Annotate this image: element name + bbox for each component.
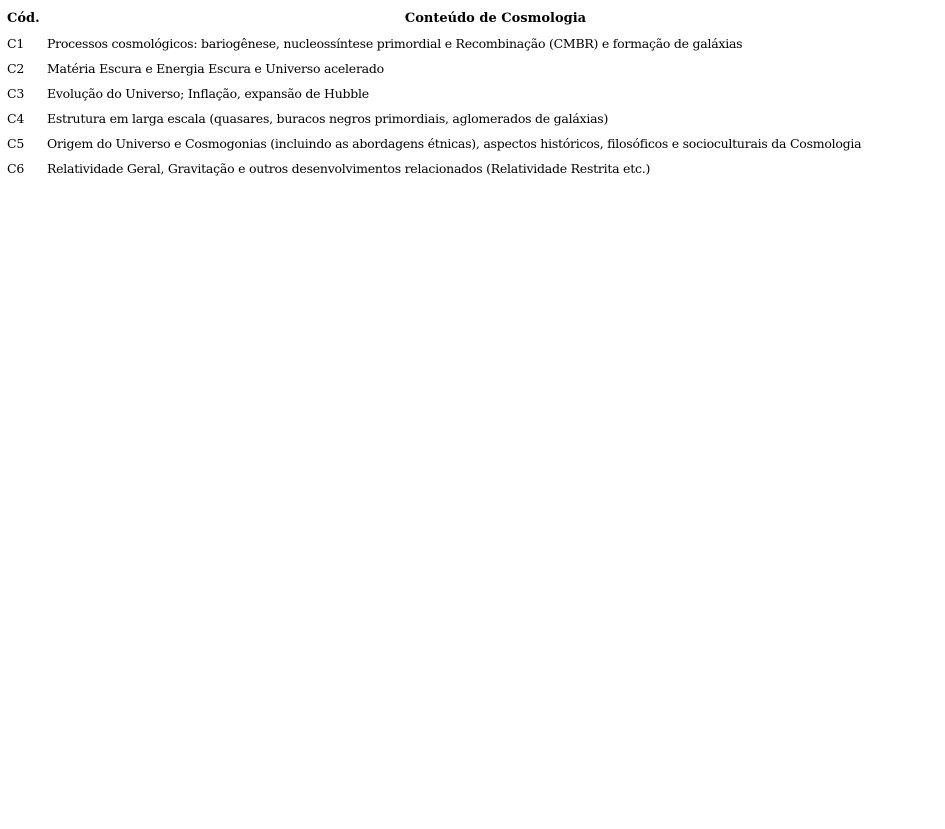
row-content: Estrutura em larga escala (quasares, buracos negros primordiais, aglomerados de galáxias) [47, 111, 609, 126]
table-row [0, 56, 945, 81]
code-column-header: Cód. [7, 11, 40, 26]
table-row [0, 81, 945, 106]
row-code: C5 [7, 136, 25, 151]
row-content: Evolução do Universo; Inflação, expansão de Hubble [47, 86, 369, 101]
table-header-row [0, 6, 945, 31]
row-code: C2 [7, 61, 25, 76]
table-row [0, 131, 945, 156]
row-content: Processos cosmológicos: bariogênese, nucleossíntese primordial e Recombinação (CMBR) e formação de galáxias [47, 36, 743, 51]
row-code: C6 [7, 161, 25, 176]
table-row [0, 31, 945, 56]
table-row [0, 156, 945, 181]
content-column-header: Conteúdo de Cosmologia [404, 11, 587, 26]
row-code: C4 [7, 111, 25, 126]
row-content: Matéria Escura e Energia Escura e Universo acelerado [47, 61, 384, 76]
row-content: Relatividade Geral, Gravitação e outros desenvolvimentos relacionados (Relatividade Restrita etc.) [47, 161, 651, 176]
table-row [0, 106, 945, 131]
row-code: C1 [7, 36, 25, 51]
row-code: C3 [7, 86, 25, 101]
row-content: Origem do Universo e Cosmogonias (incluindo as abordagens étnicas), aspectos históricos, filosóficos e socioculturais da Cosmologia [47, 136, 862, 151]
cosmology-content-table [0, 6, 945, 181]
